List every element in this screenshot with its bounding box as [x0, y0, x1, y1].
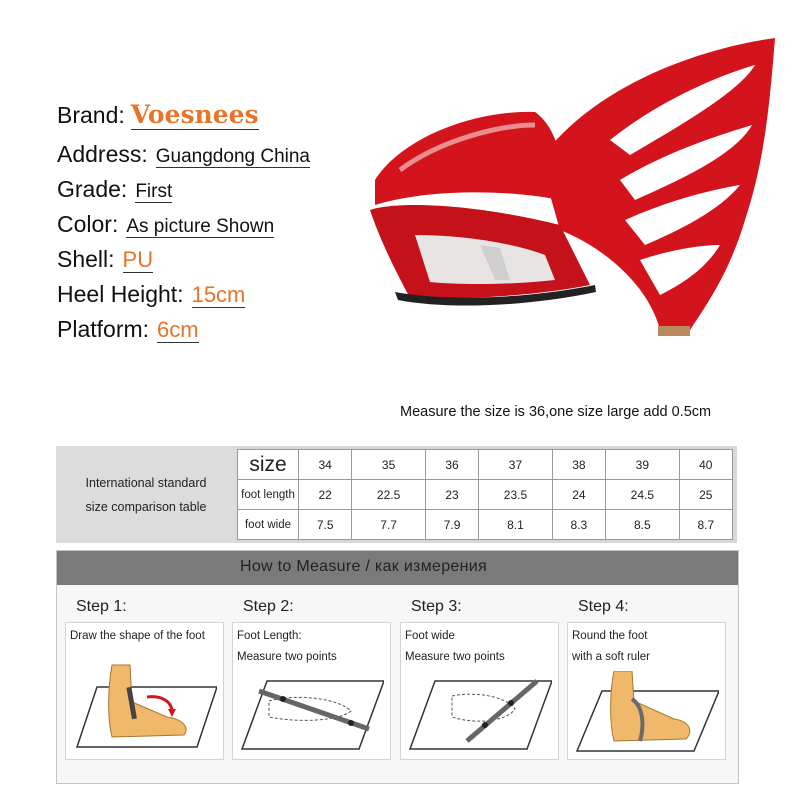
spec-brand-label: Brand: [57, 102, 125, 128]
step-1-text-line1: Draw the shape of the foot [70, 630, 205, 642]
foot-length-cell: 24.5 [606, 480, 680, 510]
spec-address [57, 141, 310, 168]
step-3-card [400, 622, 559, 760]
spec-address-label: Address: [57, 141, 148, 167]
step-3-illustration [407, 671, 552, 755]
size-note: Measure the size is 36,one size large add 0.5cm [400, 404, 712, 420]
spec-grade [57, 176, 172, 203]
spec-platform-value: 6cm [157, 317, 199, 342]
spec-color [57, 211, 274, 238]
how-to-measure-title: How to Measure / как измерения [240, 558, 487, 575]
step-4-card [567, 622, 726, 760]
foot-length-cell: 22.5 [352, 480, 426, 510]
size-header-label: size [238, 450, 299, 480]
size-cell: 38 [552, 450, 605, 480]
spec-shell-value: PU [122, 247, 154, 272]
spec-address-value: Guangdong China [155, 146, 311, 167]
step-4-label: Step 4: [578, 598, 629, 615]
foot-wide-cell: 8.5 [606, 510, 680, 540]
step-1-card [65, 622, 224, 760]
step-2-illustration [239, 671, 384, 755]
spec-shell [57, 246, 153, 273]
spec-grade-label: Grade: [57, 176, 128, 202]
foot-length-cell: 23.5 [479, 480, 553, 510]
size-cell: 37 [479, 450, 553, 480]
spec-platform-label: Platform: [57, 316, 150, 342]
wedge-sandal-image [360, 30, 780, 340]
spec-shell-label: Shell: [57, 246, 115, 272]
spec-heel-height-label: Heel Height: [57, 281, 184, 307]
foot-wide-cell: 7.5 [299, 510, 352, 540]
size-cell: 36 [425, 450, 478, 480]
step-3-text-line1: Foot wide [405, 630, 455, 642]
spec-brand-value: Voesnees [130, 100, 259, 129]
how-to-measure-header [57, 551, 738, 585]
measure-point-icon [280, 696, 286, 702]
intl-size-label-line2: size comparison table [85, 499, 207, 514]
spec-heel-height-value: 15cm [191, 282, 246, 307]
foot-wide-cell: 7.7 [352, 510, 426, 540]
spec-color-value: As picture Shown [126, 216, 275, 237]
measure-point-icon [348, 720, 354, 726]
spec-heel-height [57, 281, 245, 308]
step-4-illustration [574, 671, 719, 755]
size-cell: 34 [299, 450, 352, 480]
size-comparison-table [56, 446, 737, 543]
intl-size-label-line1: International standard [85, 475, 207, 490]
step-4-text-line1: Round the foot [572, 630, 648, 642]
step-3-text-line2: Measure two points [405, 651, 505, 663]
foot-wide-cell: 8.7 [679, 510, 732, 540]
foot-length-label: foot length [238, 480, 299, 510]
spec-brand [57, 100, 259, 129]
step-3-label: Step 3: [411, 598, 462, 615]
step-4-text-line2: with a soft ruler [572, 651, 650, 663]
spec-grade-value: First [135, 181, 173, 202]
spec-color-label: Color: [57, 211, 119, 237]
table-row [238, 510, 733, 540]
foot-length-cell: 25 [679, 480, 732, 510]
spec-platform [57, 316, 199, 343]
step-2-card [232, 622, 391, 760]
table-row [238, 450, 733, 480]
measure-point-icon [482, 722, 488, 728]
size-cell: 39 [606, 450, 680, 480]
heel-tip [658, 326, 690, 336]
measure-point-icon [508, 700, 514, 706]
foot-length-cell: 24 [552, 480, 605, 510]
intl-size-label [56, 446, 236, 543]
foot-length-cell: 23 [425, 480, 478, 510]
foot-wide-cell: 7.9 [425, 510, 478, 540]
step-2-text-line2: Measure two points [237, 651, 337, 663]
size-grid [237, 449, 733, 540]
table-row [238, 480, 733, 510]
foot-wide-label: foot wide [238, 510, 299, 540]
foot-wide-cell: 8.1 [479, 510, 553, 540]
size-cell: 40 [679, 450, 732, 480]
step-2-text-line1: Foot Length: [237, 630, 302, 642]
step-1-illustration [72, 657, 217, 755]
step-2-label: Step 2: [243, 598, 294, 615]
foot-length-cell: 22 [299, 480, 352, 510]
step-1-label: Step 1: [76, 598, 127, 615]
size-cell: 35 [352, 450, 426, 480]
paper-sheet-icon [410, 681, 552, 749]
foot-wide-cell: 8.3 [552, 510, 605, 540]
